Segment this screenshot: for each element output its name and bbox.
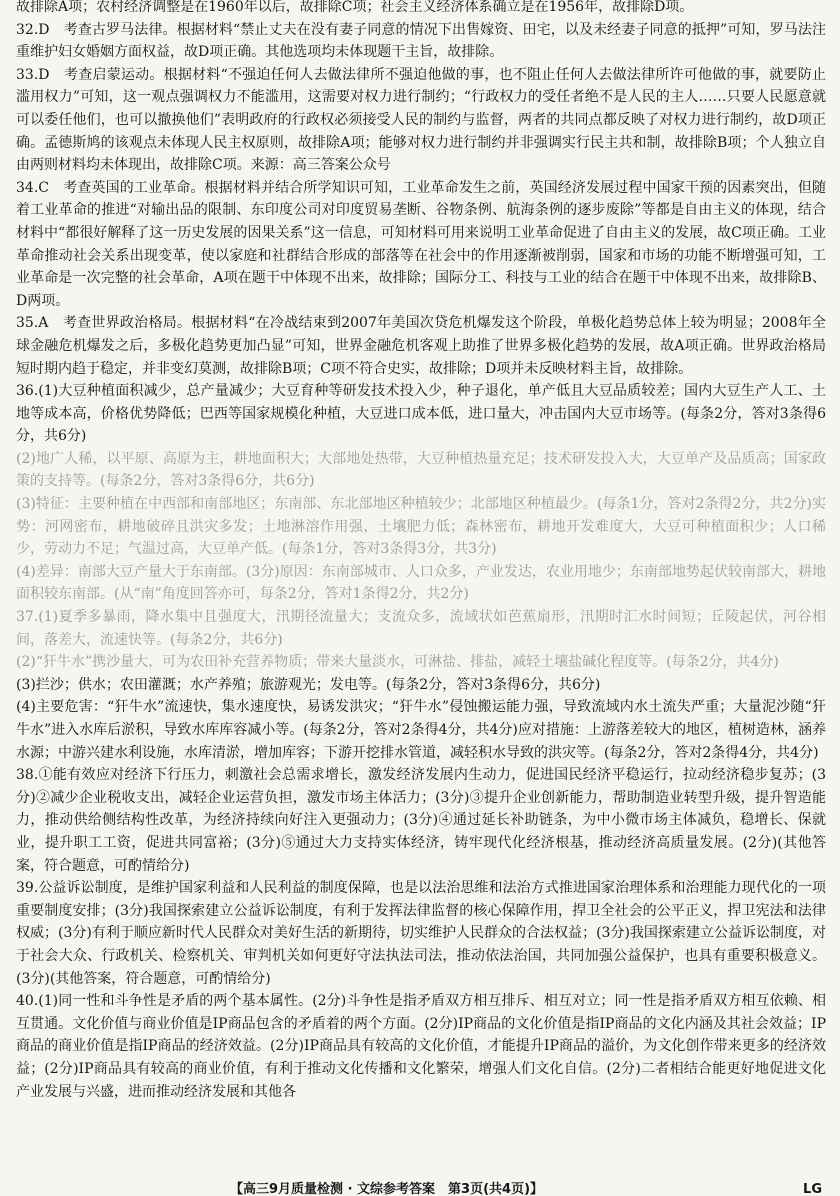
answer-paragraph — [16, 64, 826, 177]
answer-paragraph — [16, 380, 826, 606]
answer-line: 37.(1)夏季多暴雨，降水集中且强度大，汛期径流量大；支流众多，流域状如芭蕉扇形，汛期时汇水时间短；丘陵起伏，河谷相间，落差大，流速快等。(每条2分，共6分) — [16, 609, 826, 648]
answer-line: 故排除A项；农村经济调整是在1960年以后，故排除C项；社会主义经济体系确立是在1956年，故排除D项。 — [16, 0, 694, 15]
answer-paragraph — [16, 990, 826, 1103]
answer-line: 33.D 考查启蒙运动。根据材料“不强迫任何人去做法律所不强迫他做的事，也不阻止任何人去做法律所许可他做的事，就要防止滥用权力”可知，这一观点强调权力不能滥用，这需要对权力进行制约；“行政权力的受任者绝不是人民的主人……只要人民愿意就可以委任他们，也可以撤换他们”表明政府的行政权必须接受人民的制约与监督，两者的共同点都反映了对权力进行制约，故D项正确。孟德斯鸠的该观点未体现人民主权原则，故排除A项；能够对权力进行制约并非强调实行民主共和制，故排除B项；个人独立自由两则材料均未体现出，故排除C项。来源：高三答案公众号 — [16, 66, 826, 174]
page-footer — [0, 1180, 840, 1196]
answer-line: (2)地广人稀，以平原、高原为主，耕地面积大；大部地处热带，大豆种植热量充足；技术研发投入大，大豆单产及品质高；国家政策的支持等。(每条2分，答对3条得6分，共6分) — [16, 450, 826, 490]
answer-paragraph — [16, 877, 826, 990]
answer-line: 40.(1)同一性和斗争性是矛盾的两个基本属性。(2分)斗争性是指矛盾双方相互排斥、相互对立；同一性是指矛盾双方相互依赖、相互贯通。文化价值与商业价值是IP商品包含的矛盾着的两个方面。(2分)IP商品的文化价值是指IP商品的文化内涵及其社会效益；IP商品的商业价值是指IP商品的经济效益。(2分)IP商品具有较高的文化价值，才能提升IP商品的溢价，为文化创作带来更多的经济效益；(2分)IP商品具有较高的商业价值，有利于推动文化传播和文化繁荣，增强人们文化自信。(2分)二者相结合能更好地促进文化产业发展与兴盛，进而推动经济发展和其他各 — [16, 993, 826, 1100]
answer-line: 32.D 考查古罗马法律。根据材料“禁止丈夫在没有妻子同意的情况下出售嫁资、田宅，以及未经妻子同意的抵押”可知，罗马法注重维护妇女婚姻方面权益，故D项正确。其他选项均未体现题干主旨，故排除。 — [16, 21, 826, 61]
answer-paragraph — [16, 177, 826, 313]
answer-line: (3)拦沙；供水；农田灌溉；水产养殖；旅游观光；发电等。(每条2分，答对3条得6分，共6分) — [16, 676, 601, 693]
answer-line: (4)主要危害：“犴牛水”流速快，集水速度快，易诱发洪灾；“犴牛水”侵蚀搬运能力强，导致流域内水土流失严重；大量泥沙随“犴牛水”进入水库后淤积，导致水库库容减小等。(每条2分，答对2条得4分，共4分)应对措施：上游落差较大的地区，植树造林，涵养水源；中游兴建水利设施，水库清淤，增加库容；下游开挖排水管道，减轻积水导致的洪灾等。(每条2分，答对2条得4分，共4分) — [16, 699, 826, 761]
answer-line: (3)特征：主要种植在中西部和南部地区；东南部、东北部地区种植较少；北部地区种植最少。(每条1分，答对2条得2分，共2分)实势：河网密布，耕地破碎且洪灾多发；土地淋溶作用强，土壤肥力低；森林密布，耕地开发难度大，大豆可种植面积少；人口稀少，劳动力不足；气温过高，大豆单产低。(每条1分，答对3条得3分，共3分) — [16, 496, 826, 558]
answer-paragraph — [16, 0, 826, 19]
answer-line: 34.C 考查英国的工业革命。根据材料并结合所学知识可知，工业革命发生之前，英国经济发展过程中国家干预的因素突出，但随着工业革命的推进“对输出品的限制、东印度公司对印度贸易垄断、谷物条例、航海条例的逐步废除”等都是自由主义的体现，结合材料中“都很好解释了这一历史发展的因果关系”这一信息，可知材料可用来说明工业革命促进了自由主义的发展，故C项正确。工业革命推动社会关系出现变革，使以家庭和社群结合形成的部落等在社会中的作用逐渐被削弱，国家和市场的功能不断增强可知，工业革命是一次完整的社会革命，A项在题干中体现不出来，故排除；国际分工、科技与工业的结合在题干中体现不出来，故排除B、D两项。 — [16, 179, 826, 309]
answer-paragraph — [16, 19, 826, 64]
answer-line: 36.(1)大豆种植面积减少，总产量减少；大豆育种等研发技术投入少，种子退化，单产低且大豆品质较差；国内大豆生产人工、土地等成本高，价格优势降低；巴西等国家规模化种植，大豆进口成本低，进口量大，冲击国内大豆市场等。(每条2分，答对3条得6分，共6分) — [16, 383, 826, 445]
answer-line: 38.①能有效应对经济下行压力，刺激社会总需求增长，激发经济发展内生动力，促进国民经济平稳运行，拉动经济稳步复苏；(3分)②减少企业税收支出，减轻企业运营负担，激发市场主体活力；(3分)③提升企业创新能力，帮助制造业转型升级，提升智造能力，推动供给侧结构性改革，为经济持续向好注入更强动力；(3分)④通过延长补助链条，为中小微市场主体减负，稳增长、保就业，提升职工工资，促进共同富裕；(3分)⑤通过大力支持实体经济，铸牢现代化经济根基，推动经济高质量发展。(2分)(其他答案，符合题意，可酌情给分) — [16, 767, 826, 874]
answer-paragraph — [16, 606, 826, 764]
answer-content — [16, 0, 826, 1103]
answer-paragraph — [16, 312, 826, 380]
footer-page-info: 【高三9月质量检测 · 文综参考答案 第3页(共4页)】 — [230, 1182, 544, 1196]
answer-line: (2)“犴牛水”携沙量大，可为农田补充营养物质；带来大量淡水，可淋盐、排盐，减轻土壤盐碱化程度等。(每条2分，共4分) — [16, 654, 779, 671]
answer-line: 35.A 考查世界政治格局。根据材料“在冷战结束到2007年美国次贷危机爆发这个阶段，单极化趋势总体上较为明显；2008年全球金融危机爆发之后，多极化趋势更加凸显”可知，世界金融危机客观上助推了世界多极化趋势的发展，故A项正确。世界政治格局短时期内趋于稳定，并非变幻莫测，故排除B项；C项不符合史实，故排除；D项并未反映材料主旨，故排除。 — [16, 315, 826, 377]
answer-paragraph — [16, 764, 826, 877]
answer-line: 39.公益诉讼制度，是维护国家利益和人民利益的制度保障，也是以法治思维和法治方式推进国家治理体系和治理能力现代化的一项重要制度安排；(3分)我国探索建立公益诉讼制度，有利于发挥法律监督的核心保障作用，捍卫全社会的公平正义，捍卫宪法和法律权威；(3分)有利于顺应新时代人民群众对美好生活的新期待，切实维护人民群众的合法权益；(3分)我国探索建立公益诉讼制度，对于社会大众、行政机关、检察机关、审判机关如何更好守法执法司法，推动依法治国，共同加强公益保护，也具有重要积极意义。(3分)(其他答案，符合题意，可酌情给分) — [16, 880, 826, 987]
answer-line: (4)差异：南部大豆产量大于东南部。(3分)原因：东南部城市、人口众多，产业发达，农业用地少；东南部地势起伏较南部大，耕地面积较东南部。(从“南”角度回答亦可，每条2分，答对1条得2分，共2分) — [16, 563, 826, 603]
footer-code: LG — [803, 1182, 822, 1196]
